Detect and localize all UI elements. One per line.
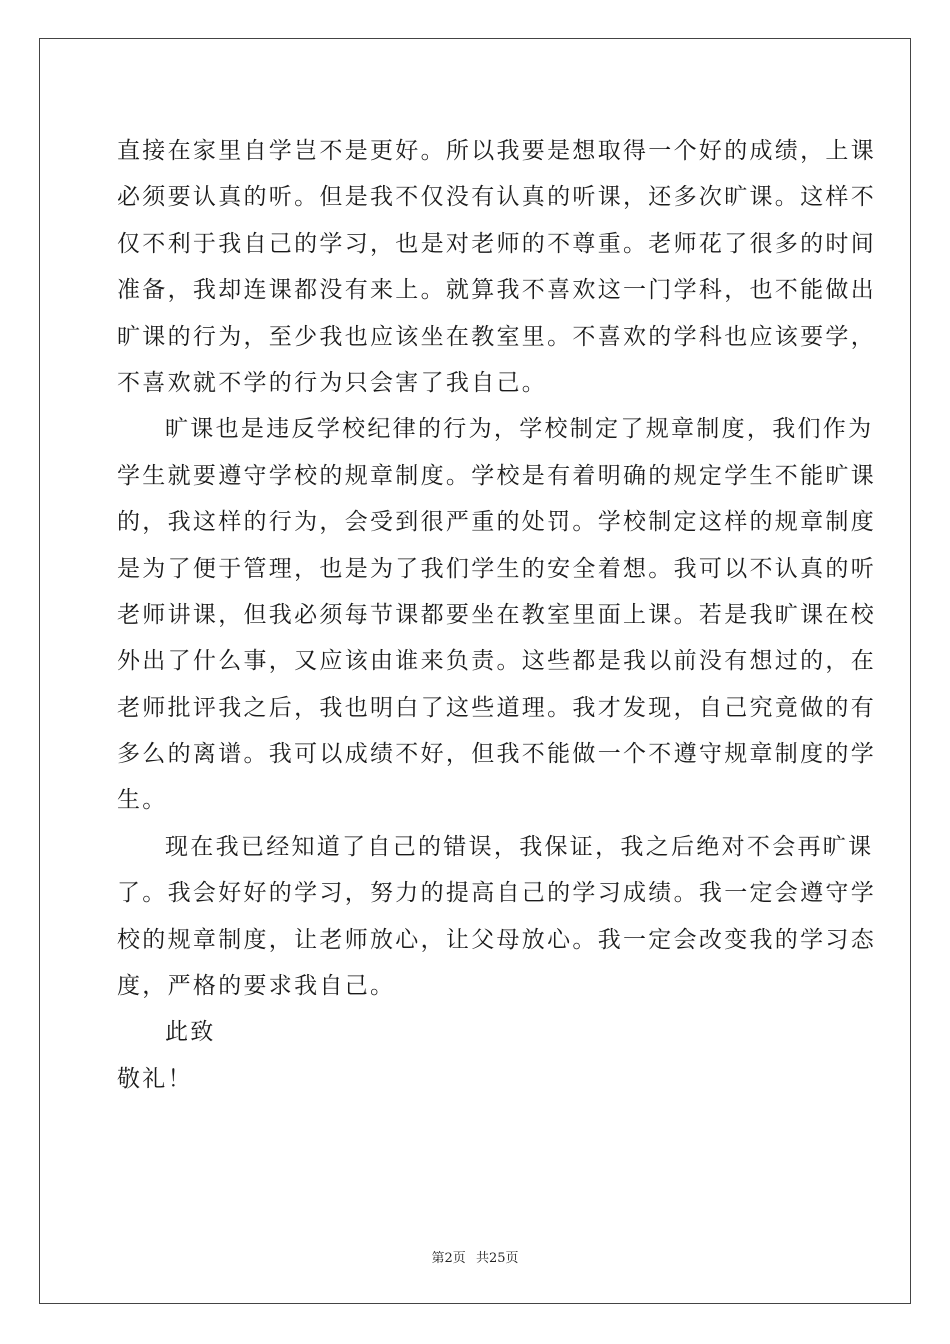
text-line: 外出了什么事，又应该由谁来负责。这些都是我以前没有想过的，在 [117, 648, 876, 675]
text-line: 老师讲课，但我必须每节课都要坐在教室里面上课。若是我旷课在校 [117, 601, 876, 628]
text-line: 不喜欢就不学的行为只会害了我自己。 [117, 369, 548, 396]
text-line: 学生就要遵守学校的规章制度。学校是有着明确的规定学生不能旷课 [117, 462, 876, 489]
text-line: 仅不利于我自己的学习，也是对老师的不尊重。老师花了很多的时间 [117, 230, 876, 257]
text-line: 此致 [165, 1019, 216, 1046]
text-line: 多么的离谱。我可以成绩不好，但我不能做一个不遵守规章制度的学 [117, 741, 876, 768]
text-line: 了。我会好好的学习，努力的提高自己的学习成绩。我一定会遵守学 [117, 880, 876, 907]
text-line: 老师批评我之后，我也明白了这些道理。我才发现，自己究竟做的有 [117, 694, 876, 721]
text-line: 生。 [117, 787, 168, 814]
text-line: 度，严格的要求我自己。 [117, 973, 396, 1000]
page-number: 第2页 [431, 1251, 466, 1266]
text-line: 旷课的行为，至少我也应该坐在教室里。不喜欢的学科也应该要学， [117, 323, 876, 350]
text-line: 校的规章制度，让老师放心，让父母放心。我一定会改变我的学习态 [117, 926, 876, 953]
page-footer [0, 1247, 950, 1266]
text-line: 现在我已经知道了自己的错误，我保证，我之后绝对不会再旷课 [165, 833, 874, 860]
text-line: 直接在家里自学岂不是更好。所以我要是想取得一个好的成绩，上课 [117, 138, 876, 164]
document-body [117, 128, 876, 1102]
text-line: 是为了便于管理，也是为了我们学生的安全着想。我可以不认真的听 [117, 555, 876, 582]
page-total: 共25页 [475, 1251, 519, 1266]
text-line: 必须要认真的听。但是我不仅没有认真的听课，还多次旷课。这样不 [117, 184, 876, 211]
text-line: 敬礼！ [117, 1065, 193, 1092]
text-line: 旷课也是违反学校纪律的行为，学校制定了规章制度，我们作为 [165, 416, 874, 443]
text-line: 的，我这样的行为，会受到很严重的处罚。学校制定这样的规章制度 [117, 509, 876, 536]
text-line: 准备，我却连课都没有来上。就算我不喜欢这一门学科，也不能做出 [117, 277, 876, 304]
